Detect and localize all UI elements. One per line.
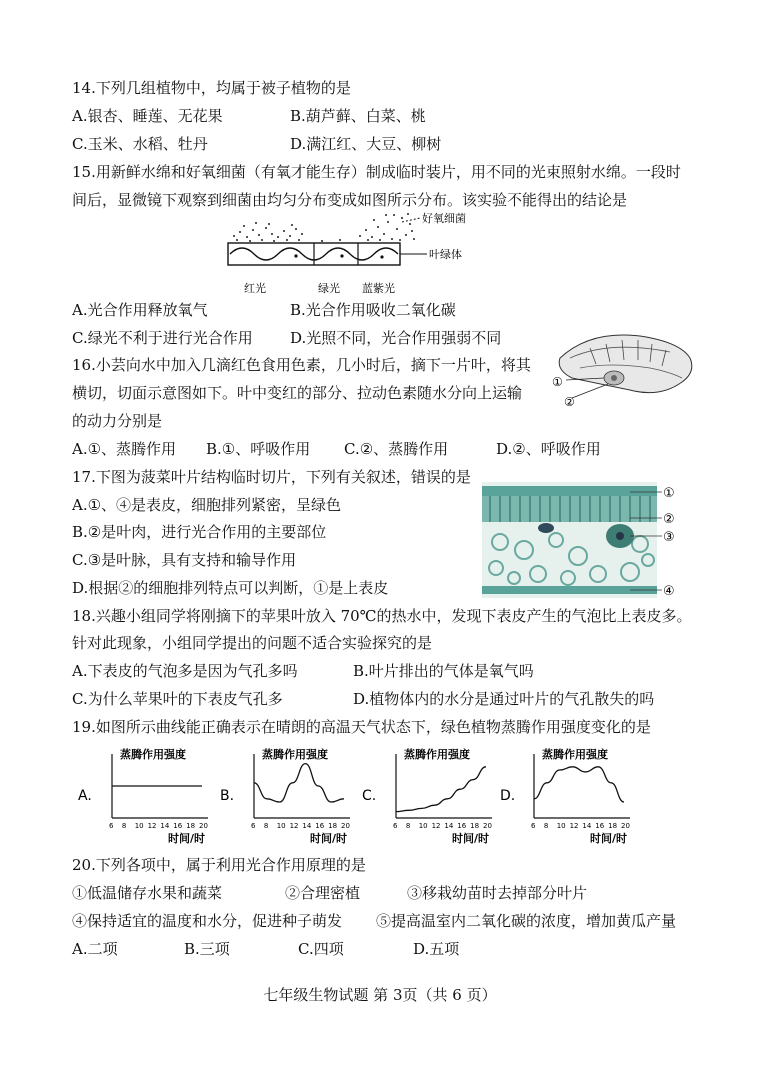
chart-c-curve <box>396 767 486 812</box>
chart-b-xlabel: 时间/时 <box>310 832 348 845</box>
chart-d-tick: 12 <box>569 822 579 830</box>
q15-option-b: B.光合作用吸收二氧化碳 <box>290 301 456 319</box>
q19-charts <box>72 742 652 846</box>
chart-d-tick: 20 <box>621 822 630 830</box>
q20-item-2: ②合理密植 <box>285 884 361 902</box>
q16-option-d: D.②、呼吸作用 <box>496 440 601 458</box>
q18-stem-line2: 针对此现象，小组同学提出的问题不适合实验探究的是 <box>72 634 433 652</box>
chart-b-tick: 14 <box>302 822 312 830</box>
page-footer: 七年级生物试题 第 3页（共 6 页） <box>263 986 497 1004</box>
chart-c-tick: 18 <box>470 822 480 830</box>
q18-option-c: C.为什么苹果叶的下表皮气孔多 <box>72 690 283 708</box>
chart-c-tick: 16 <box>457 822 467 830</box>
chart-b-curve <box>254 764 344 802</box>
q16-option-a: A.①、蒸腾作用 <box>72 440 177 458</box>
q18-stem-line1: 18.兴趣小组同学将刚摘下的苹果叶放入 70℃的热水中，发现下表皮产生的气泡比上表皮多。 <box>72 607 692 625</box>
marker-2: ② <box>663 512 675 527</box>
chart-b-tick: 20 <box>341 822 350 830</box>
chart-b-tick: 8 <box>263 822 269 830</box>
marker-2: ② <box>564 395 575 409</box>
chart-d-tick: 8 <box>543 822 549 830</box>
q14-option-c: C.玉米、水稻、牡丹 <box>72 135 208 153</box>
chart-d-tick: 14 <box>582 822 592 830</box>
q20-item-5: ⑤提高温室内二氧化碳的浓度，增加黄瓜产量 <box>376 912 677 930</box>
chart-d-xlabel: 时间/时 <box>590 832 628 845</box>
leaf-cross-section-diagram <box>550 328 700 412</box>
q18-option-a: A.下表皮的气泡多是因为气孔多吗 <box>72 662 298 680</box>
q14-option-d: D.满江红、大豆、柳树 <box>290 135 442 153</box>
chart-b-label: B. <box>220 788 235 804</box>
q20-item-3: ③移栽幼苗时去掉部分叶片 <box>407 884 588 902</box>
q20-option-b: B.三项 <box>184 940 230 958</box>
label-green-light: 绿光 <box>318 282 340 295</box>
chart-a-tick: 20 <box>199 822 208 830</box>
q17-stem: 17.下图为菠菜叶片结构临时切片，下列有关叙述，错误的是 <box>72 468 471 486</box>
chart-a-xlabel: 时间/时 <box>168 832 206 845</box>
chart-d-ylabel: 蒸腾作用强度 <box>542 748 608 761</box>
chart-d-tick: 10 <box>556 822 566 830</box>
q17-option-d: D.根据②的细胞排列特点可以判断，①是上表皮 <box>72 579 389 597</box>
q16-stem-line3: 的动力分别是 <box>72 412 163 430</box>
q15-stem-line2: 间后，显微镜下观察到细菌由均匀分布变成如图所示分布。该实验不能得出的结论是 <box>72 191 628 209</box>
q18-option-d: D.植物体内的水分是通过叶片的气孔散失的吗 <box>353 690 655 708</box>
chart-c-tick: 14 <box>444 822 454 830</box>
q18-option-b: B.叶片排出的气体是氧气吗 <box>353 662 534 680</box>
label-aerobic-bacteria: 好氧细菌 <box>422 212 466 225</box>
q15-option-d: D.光照不同，光合作用强弱不同 <box>290 329 502 347</box>
chart-d-curve <box>534 767 624 802</box>
q16-option-b: B.①、呼吸作用 <box>206 440 311 458</box>
q15-option-c: C.绿光不利于进行光合作用 <box>72 329 253 347</box>
q14-option-b: B.葫芦藓、白菜、桃 <box>290 107 426 125</box>
chart-a-label: A. <box>78 788 92 804</box>
chart-c-label: C. <box>362 788 377 804</box>
chart-a-tick: 6 <box>109 822 114 830</box>
chart-b-tick: 10 <box>276 822 286 830</box>
chart-d-tick: 6 <box>531 822 536 830</box>
chart-d-tick: 16 <box>595 822 605 830</box>
chart-a-tick: 10 <box>134 822 144 830</box>
chart-c-tick: 12 <box>431 822 441 830</box>
q16-option-c: C.②、蒸腾作用 <box>344 440 449 458</box>
chart-a-tick: 16 <box>173 822 183 830</box>
chart-c-ylabel: 蒸腾作用强度 <box>404 748 470 761</box>
q16-stem-line1: 16.小芸向水中加入几滴红色食用色素，几小时后，摘下一片叶，将其 <box>72 356 531 374</box>
marker-4: ④ <box>663 584 675 599</box>
q15-figure <box>222 210 492 300</box>
q17-option-a: A.①、④是表皮，细胞排列紧密，呈绿色 <box>72 496 342 514</box>
chart-b-tick: 6 <box>251 822 256 830</box>
q14-stem: 14.下列几组植物中，均属于被子植物的是 <box>72 79 351 97</box>
marker-1: ① <box>552 375 563 389</box>
chart-a-tick: 14 <box>160 822 170 830</box>
q15-option-a: A.光合作用释放氧气 <box>72 301 208 319</box>
q15-stem-line1: 15.用新鲜水绵和好氧细菌（有氧才能生存）制成临时装片，用不同的光束照射水绵。一段时 <box>72 163 681 181</box>
q20-item-1: ①低温储存水果和蔬菜 <box>72 884 223 902</box>
q20-stem: 20.下列各项中，属于利用光合作用原理的是 <box>72 856 366 874</box>
q16-stem-line2: 横切，切面示意图如下。叶中变红的部分、拉动色素随水分向上运输 <box>72 384 523 402</box>
chart-a-tick: 12 <box>147 822 157 830</box>
chart-a-ylabel: 蒸腾作用强度 <box>120 748 186 761</box>
q20-option-a: A.二项 <box>72 940 118 958</box>
chart-d-label: D. <box>500 788 516 804</box>
chart-c-xlabel: 时间/时 <box>452 832 490 845</box>
q20-item-4: ④保持适宜的温度和水分，促进种子萌发 <box>72 912 343 930</box>
q20-option-d: D.五项 <box>413 940 460 958</box>
chart-c-tick: 6 <box>393 822 398 830</box>
label-blue-light: 蓝紫光 <box>362 282 395 295</box>
q17-option-b: B.②是叶肉，进行光合作用的主要部位 <box>72 523 327 541</box>
marker-1: ① <box>663 486 675 501</box>
algae-bacteria-diagram <box>222 210 492 300</box>
chart-c-tick: 8 <box>405 822 411 830</box>
q16-figure <box>550 328 700 412</box>
label-red-light: 红光 <box>244 282 266 295</box>
chart-b-tick: 12 <box>289 822 299 830</box>
chart-c-tick: 20 <box>483 822 492 830</box>
q20-option-c: C.四项 <box>298 940 344 958</box>
chart-a-tick: 18 <box>186 822 196 830</box>
chart-d-tick: 18 <box>608 822 618 830</box>
chart-b-tick: 16 <box>315 822 325 830</box>
spinach-leaf-section-photo <box>480 478 700 602</box>
q17-option-c: C.③是叶脉，具有支持和输导作用 <box>72 551 297 569</box>
marker-3: ③ <box>663 530 675 545</box>
chart-a-tick: 8 <box>121 822 127 830</box>
chart-b-ylabel: 蒸腾作用强度 <box>262 748 328 761</box>
q17-figure <box>480 478 700 602</box>
transpiration-charts <box>72 742 652 846</box>
chart-c-tick: 10 <box>418 822 428 830</box>
q19-stem: 19.如图所示曲线能正确表示在晴朗的高温天气状态下，绿色植物蒸腾作用强度变化的是 <box>72 718 651 736</box>
q14-option-a: A.银杏、睡莲、无花果 <box>72 107 223 125</box>
label-chloroplast: 叶绿体 <box>429 248 462 261</box>
chart-b-tick: 18 <box>328 822 338 830</box>
